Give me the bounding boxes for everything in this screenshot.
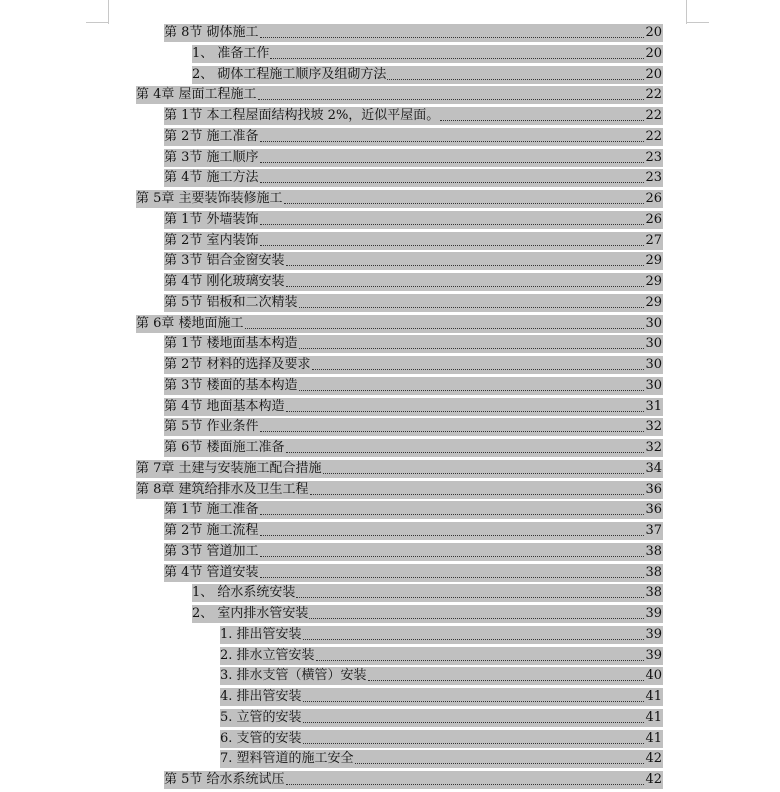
toc-dot-leader	[286, 784, 645, 785]
toc-entry[interactable]	[220, 750, 663, 768]
toc-dot-leader	[296, 597, 644, 598]
toc-dot-leader	[355, 763, 645, 764]
toc-entry[interactable]	[164, 501, 663, 519]
toc-entry-title: 第 5章 主要装饰装修施工	[136, 191, 283, 206]
toc-entry-title: 第 8节 砌体施工	[164, 25, 259, 40]
toc-page-number: 36	[645, 482, 662, 497]
toc-entry-title: 第 2节 材料的选择及要求	[164, 357, 311, 372]
toc-page-number: 39	[645, 648, 662, 663]
toc-page-number: 41	[645, 731, 662, 746]
toc-entry[interactable]	[164, 24, 663, 42]
toc-page-number: 22	[645, 129, 662, 144]
toc-entry[interactable]	[136, 481, 663, 499]
toc-page-number: 38	[645, 585, 662, 600]
toc-dot-leader	[303, 722, 645, 723]
toc-entry[interactable]	[164, 377, 663, 395]
toc-dot-leader	[387, 79, 644, 80]
toc-page-number: 30	[645, 357, 662, 372]
toc-entry-title: 1. 排出管安装	[220, 627, 302, 642]
toc-entry-title: 第 3节 施工顺序	[164, 150, 259, 165]
toc-entry[interactable]	[164, 169, 663, 187]
toc-entry[interactable]	[220, 709, 663, 727]
toc-entry-title: 2、 室内排水管安装	[192, 606, 309, 621]
toc-dot-leader	[258, 99, 645, 100]
toc-dot-leader	[260, 141, 645, 142]
toc-entry-title: 第 1节 施工准备	[164, 502, 259, 517]
toc-entry-title: 第 1节 本工程屋面结构找坡 2%，近似平屋面。	[164, 108, 440, 123]
toc-dot-leader	[286, 452, 645, 453]
toc-dot-leader	[284, 203, 645, 204]
toc-entry-title: 第 1节 外墙装饰	[164, 212, 259, 227]
toc-dot-leader	[260, 37, 645, 38]
toc-dot-leader	[310, 494, 645, 495]
crop-mark-left	[86, 22, 108, 23]
toc-dot-leader	[260, 556, 645, 557]
toc-page-number: 42	[645, 751, 662, 766]
toc-entry[interactable]	[164, 128, 663, 146]
page-margin-left-line	[108, 0, 109, 24]
toc-entry-title: 7. 塑料管道的施工安全	[220, 751, 354, 766]
toc-page-number: 20	[645, 46, 662, 61]
toc-page-number: 26	[645, 212, 662, 227]
toc-dot-leader	[299, 348, 645, 349]
toc-entry-title: 3. 排水支管（横管）安装	[220, 668, 367, 683]
toc-entry-title: 2、 砌体工程施工顺序及组砌方法	[192, 67, 387, 82]
toc-entry-title: 5. 立管的安装	[220, 710, 302, 725]
toc-entry[interactable]	[220, 647, 663, 665]
toc-entry[interactable]	[164, 439, 663, 457]
toc-page-number: 36	[645, 502, 662, 517]
toc-dot-leader	[260, 577, 645, 578]
toc-entry[interactable]	[220, 688, 663, 706]
toc-entry-title: 第 2节 施工准备	[164, 129, 259, 144]
toc-dot-leader	[323, 473, 645, 474]
toc-entry-title: 1、 准备工作	[192, 46, 270, 61]
toc-entry-title: 2. 排水立管安装	[220, 648, 315, 663]
toc-entry[interactable]	[164, 107, 663, 125]
toc-entry-title: 第 4节 刚化玻璃安装	[164, 274, 285, 289]
toc-entry-title: 第 4章 屋面工程施工	[136, 87, 257, 102]
toc-entry-title: 第 6节 楼面施工准备	[164, 440, 285, 455]
toc-entry[interactable]	[164, 232, 663, 250]
toc-page-number: 20	[645, 25, 662, 40]
toc-entry[interactable]	[164, 335, 663, 353]
toc-page-number: 23	[645, 170, 662, 185]
toc-page-number: 22	[645, 108, 662, 123]
toc-page-number: 23	[645, 150, 662, 165]
toc-dot-leader	[260, 224, 645, 225]
toc-entry[interactable]	[164, 252, 663, 270]
toc-page-number: 32	[645, 440, 662, 455]
toc-entry-title: 第 5节 作业条件	[164, 419, 259, 434]
toc-entry[interactable]	[164, 522, 663, 540]
toc-entry[interactable]	[220, 667, 663, 685]
toc-dot-leader	[260, 182, 645, 183]
toc-entry[interactable]	[164, 543, 663, 561]
toc-page-number: 41	[645, 710, 662, 725]
toc-entry-title: 第 8章 建筑给排水及卫生工程	[136, 482, 309, 497]
toc-entry[interactable]	[164, 398, 663, 416]
toc-entry[interactable]	[164, 273, 663, 291]
toc-page-number: 32	[645, 419, 662, 434]
toc-dot-leader	[260, 245, 645, 246]
toc-page-number: 39	[645, 606, 662, 621]
toc-page-number: 40	[645, 668, 662, 683]
toc-entry-title: 第 3节 楼面的基本构造	[164, 378, 298, 393]
toc-entry[interactable]	[164, 564, 663, 582]
toc-entry-title: 第 5节 铝板和二次精装	[164, 295, 298, 310]
toc-dot-leader	[260, 162, 645, 163]
toc-entry[interactable]	[136, 315, 663, 333]
toc-entry[interactable]	[136, 86, 663, 104]
toc-dot-leader	[312, 369, 645, 370]
toc-entry[interactable]	[164, 356, 663, 374]
page-margin-right-line	[686, 0, 687, 24]
toc-entry[interactable]	[164, 294, 663, 312]
toc-page-number: 38	[645, 544, 662, 559]
toc-dot-leader	[260, 431, 645, 432]
toc-page-number: 29	[645, 295, 662, 310]
toc-entry-title: 第 7章 土建与安装施工配合措施	[136, 461, 322, 476]
toc-entry-title: 第 2节 施工流程	[164, 523, 259, 538]
toc-dot-leader	[260, 535, 645, 536]
toc-entry[interactable]	[220, 730, 663, 748]
toc-entry-title: 第 3节 管道加工	[164, 544, 259, 559]
toc-entry-title: 第 1节 楼地面基本构造	[164, 336, 298, 351]
toc-page-number: 20	[645, 67, 662, 82]
toc-entry[interactable]	[164, 771, 663, 789]
toc-entry[interactable]	[220, 626, 663, 644]
toc-page-number: 30	[645, 316, 662, 331]
toc-page-number: 29	[645, 274, 662, 289]
toc-page-number: 30	[645, 336, 662, 351]
toc-entry[interactable]	[136, 190, 663, 208]
toc-dot-leader	[286, 265, 645, 266]
toc-entry-title: 第 4节 施工方法	[164, 170, 259, 185]
toc-page-number: 37	[645, 523, 662, 538]
toc-dot-leader	[245, 328, 645, 329]
toc-page-number: 22	[645, 87, 662, 102]
toc-entry[interactable]	[192, 66, 663, 84]
toc-entry-title: 6. 支管的安装	[220, 731, 302, 746]
toc-entry[interactable]	[192, 45, 663, 63]
toc-dot-leader	[260, 514, 645, 515]
toc-entry-title: 第 6章 楼地面施工	[136, 316, 244, 331]
toc-dot-leader	[303, 743, 645, 744]
toc-dot-leader	[270, 58, 644, 59]
toc-entry-title: 第 4节 地面基本构造	[164, 399, 285, 414]
toc-dot-leader	[303, 701, 645, 702]
toc-page-number: 39	[645, 627, 662, 642]
toc-dot-leader	[368, 680, 645, 681]
toc-page-number: 27	[645, 233, 662, 248]
toc-entry-title: 第 2节 室内装饰	[164, 233, 259, 248]
toc-dot-leader	[440, 120, 644, 121]
toc-page-number: 34	[645, 461, 662, 476]
toc-entry[interactable]	[192, 584, 663, 602]
toc-entry-title: 第 4节 管道安装	[164, 565, 259, 580]
toc-entry-title: 第 5节 给水系统试压	[164, 772, 285, 787]
toc-entry-title: 1、 给水系统安装	[192, 585, 296, 600]
toc-entry-title: 4. 排出管安装	[220, 689, 302, 704]
toc-dot-leader	[286, 411, 645, 412]
toc-page-number: 31	[645, 399, 662, 414]
toc-dot-leader	[316, 660, 645, 661]
toc-entry[interactable]	[164, 149, 663, 167]
toc-entry[interactable]	[164, 418, 663, 436]
toc-dot-leader	[303, 639, 645, 640]
toc-page-number: 29	[645, 253, 662, 268]
toc-page-number: 26	[645, 191, 662, 206]
toc-page-number: 30	[645, 378, 662, 393]
toc-entry[interactable]	[192, 605, 663, 623]
toc-entry-title: 第 3节 铝合金窗安装	[164, 253, 285, 268]
toc-page-number: 42	[645, 772, 662, 787]
toc-entry[interactable]	[136, 460, 663, 478]
crop-mark-right	[687, 22, 709, 23]
toc-page-number: 38	[645, 565, 662, 580]
toc-dot-leader	[299, 307, 645, 308]
toc-entry[interactable]	[164, 211, 663, 229]
toc-dot-leader	[286, 286, 645, 287]
toc-dot-leader	[309, 618, 644, 619]
toc-dot-leader	[299, 390, 645, 391]
toc-page-number: 41	[645, 689, 662, 704]
